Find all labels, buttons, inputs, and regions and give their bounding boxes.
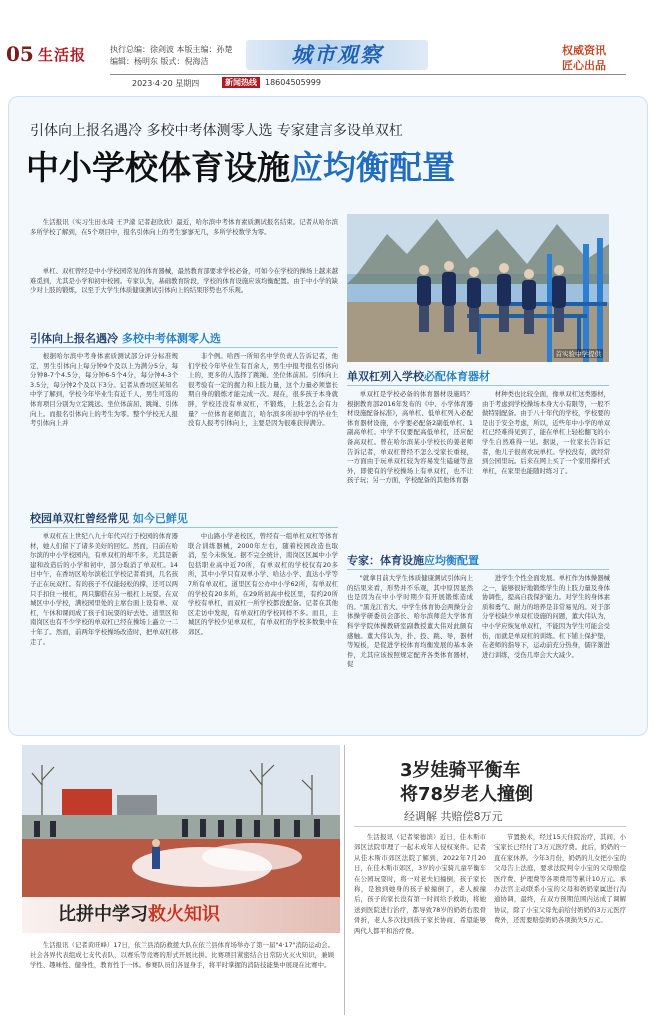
photo-illustration [347,214,609,362]
section1-rule [30,347,338,348]
section1-heading-part2: 多校中考体测零人选 [121,332,221,345]
scooter-col2-text: 节置换术，经过15天住院治疗，其间，小宝家长已经付了3万元医疗费。此后，奶奶的一直在家休养。今年3月份，奶奶的儿女把小宝的父母告上法庭，要求法院判令小宝的父母赔偿医疗费、护理费等各项费用等累计10万元。承办法官主动联系小宝的父母和奶奶家属进行沟通协调，最终，在双方预期范围内达成了调解协议，除了小宝父母先前给付奶奶的3万元医疗费外，还需要赔偿奶奶各项损失5万元。 [494,833,626,925]
photo-students-parallel-bars [347,214,609,362]
scooter-rule [354,826,626,827]
scooter-col1 [354,832,486,1016]
section3-col2 [188,532,338,726]
section4-col2 [482,574,610,726]
slogan-line-1: 权威资讯 [562,44,606,57]
photo-credit: 首实验中学提供 [555,350,601,358]
scooter-col2 [494,832,626,1016]
main-headline [26,146,455,190]
section4-heading-part2: 应均衡配置 [424,554,479,567]
section3-heading-part1: 校园单双杠曾经常见 [30,512,129,525]
lead-para-2 [30,267,338,315]
paper-name-logo: 生活报 [38,46,87,64]
section3-col1 [30,532,178,726]
issue-date: 2023·4·20 星期四 [132,79,200,88]
headline-part-1: 中小学校体育设施 [26,148,290,187]
hotline-badge: 新闻热线 [222,77,260,88]
fire-drill-banner [22,897,340,933]
fire-drill-caption-text: 生活报讯（记者黄旺峰）17日，依兰县消防救援大队在依兰县体育场举办了第一届"4·17"消防运动会。社会各界代表组成七支代表队，以赛乐等竞赛的形式开展比拼。比赛项目紧密结合日常防火灭火知识，兼顾学性、趣味性、健身性，教育性于一体。参赛队员们各显身手，将平时掌握的消防技能集中展现在比赛中。 [30,941,334,969]
section1-col2 [188,352,338,500]
bottom-divider [344,745,345,1015]
scooter-subheadline: 经调解 共赔偿8万元 [404,810,503,823]
section3-rule [30,527,338,528]
section2-col1 [347,390,473,542]
section4-rule [347,569,609,570]
section2-col2 [482,390,610,542]
banner-part-2: 救火知识 [148,904,220,925]
section1-col1-text: 根据哈尔滨中考身体素质测试部分评分标准规定，男生引体向上每分钟9个及以上为满分5分，每分钟8-7个4.5分，每分钟6-5个4分，每分钟4-3个3.5分，每分钟2个及以下3分。记者从香坊区某知名中学了解到，学校今年毕业生有近千人，男生可选的体育项目分别为立定跳远、坐位体前屈、跳绳、引体向上。而报名引体向上的考生为零。整个学校无人报考引体向上并 [30,352,178,428]
fire-drill-caption [30,940,334,1000]
staff-line-1: 执行总编：徐剑波 本版主编：孙楚 [110,45,233,54]
masthead [0,0,654,96]
scooter-headline-line2: 将78岁老人撞倒 [400,784,534,805]
section4-heading-part1: 专家：体育设施 [347,554,424,567]
section3-col2-text: 中山路小学老校区，曾经有一组单杠双杠等体育联合训练器械，2000年左右，随着校园改造也取消，至今未恢复。据不完全统计，南岗区区属中小学包括职业高中近70所，有单双杠的学校仅有20多所，其中小学只有双单小学、哈达小学、直达小学等7所有单双杠。道里区有公办中小学62所，有单双杠的学校有20多所，在29所初高中校区里，有约20所学校有单杠，而双杠一所学校都没配备。记者在其他区走访中发现，有单双杠的学校同样不多。而且，主城区的学校少见单双杠，有单双杠的学校多数集中在郊区。 [188,532,338,636]
section1-col2-text: 非个例。哈西一所知名中学负责人告诉记者，他们学校今年毕业生有百余人，男生中报考报名引体向上的，更多的人选择了跳绳、坐位体前屈。引体向上很考验有一定的握力和上肢力量，这个力量必须靠长期自身的锻炼才能完成一次。现在，很多孩子本身就胖，学校还没有单双杠，不锻炼，上肢怎么会有力量？一位体育老师直言，哈尔滨多所初中学的毕业生没有人报考引体向上，主要是因为很难获得满分。 [188,352,338,428]
lead-intro-text: 生活报讯（实习生田永琦 王尹濛 记者赵欣欣）最近，哈尔滨中考体育素质测试报名结束。记者从哈尔滨多所学校了解到，在5个项目中，报名引体向上的考生寥寥无几，多所学校数学为零。 [30,218,338,236]
masthead-rule [110,74,626,75]
section1-col1 [30,352,178,500]
section3-heading [30,510,188,526]
scooter-headline-line1: 3岁娃骑平衡车 [400,760,521,781]
section2-heading-part1: 单双杠列入学校 [347,370,424,383]
staff-line-2: 编辑：杨明东 版式：倪海洁 [110,57,209,66]
page-number: 05 [6,42,34,66]
headline-part-2: 应均衡配置 [290,148,455,187]
section-title-banner [246,40,428,70]
section2-heading [347,368,490,384]
section2-heading-part2: 必配体育器材 [424,370,490,383]
section4-col1-text: "就拿目前大学生体质健康测试引体向上的结果来看，形势并不乐观，其中原因显然也是因为在中小学时期少有开展锻炼造成的。"黑龙江省大、中学生体育协会两操分会体操学研委员会部长、哈尔滨师范大学体育科学学院体操教研室副教授董大伟对此颇有感触。董大伟认为，扑、投、跳、导，器材等短板，是促进学校体育均衡发展的基本条件，尤其应该按照规定配齐各类体育器材，促 [347,574,473,669]
slogan-line-2: 匠心出品 [562,59,606,72]
section4-col1 [347,574,473,726]
section2-col1-text: 单双杠是学校必备的体育器材设施吗？根据教育部2016年发布的《中、小学体育器材设施配备标准》，高单杠、低单杠列入必配体育器材设施，小学要必配备2副低单杠、1副高单杠。中学不仅要配高低单杠，还应配备高双杠。曾在哈尔滨某小学校长的姜老师告诉记者，单双杠曾经不怎么受家长重视，一方面由于玩单双杠较为容易发生磕碰等意外，即使有的学校操场上有单双杠，也不让孩子玩；另一方面，学校配备的其他体育器 [347,390,473,485]
section4-heading [347,552,479,568]
headline-kicker: 引体向上报名遇冷 多校中考体测零人选 专家建言多设单双杠 [30,123,403,139]
banner-part-1: 比拼中学习 [58,904,148,925]
section1-heading [30,330,221,346]
section1-heading-part1: 引体向上报名遇冷 [30,332,118,345]
photo-fire-drill [22,745,340,933]
fire-drill-banner-text [22,897,340,933]
section-title: 城市观察 [291,43,383,67]
hotline-number: 18604505999 [265,78,321,87]
section2-col2-text: 材种类也比较全面，像单双杠这类器材，由于考虑到学校操场本身大小有限等，一般不做特别配备。由于八十年代的学校，学校要的是出于安全考虑，所以，近些年中小学的单双杠已经难得见到了，能在单杠上轻松翻飞的小学生自然难得一见。据说，一位家长告诉记者，他儿子很喜欢玩单杠。学校没有，就经常到公园里玩。后来在网上买了一个家用撑杆式单杠，在家里也能随时练习了。 [482,390,610,475]
section3-heading-part2: 如今已鲜见 [132,512,188,525]
section2-rule [347,385,609,386]
section3-col1-text: 单双杠在上世纪八九十年代兴行于校园的体育器材，她人们留下了诸多美好的回忆。然而，目前在哈尔滨的中小学校园内，有单双杠的却不多，尤其是新建和改造后的小学和初中，部分取消了单双杠。14日中午，在香坊区哈尔滨松江学校记者看到，几名孩子正在玩双杠。有的孩子不仅能轻松的撑，还可以两只手扣住一根杠，两只脚搭在另一根杠上玩耍。在双城区中小学校，满校园里处的主席台面上设有单、双杠，午休和课间成了孩子们玩耍的好去处。道里区和南岗区也有不少学校的单双杠已经在操场上矗立一二十年了。然而，前两年学校操场改造时，把单双杠移走了。 [30,532,178,646]
section4-col2-text: 进学生个性全面发展。单杠作为体操器械之一，能够很好地锻炼学生的上肢力量及身体协调性，提高自我保护能力。对学生的身体素质和勇气、耐力的培养是非常易见的。对于部分学校缺少单双杠设施的问题，董大伟认为，中小学应恢复单双杠，不能因为学生可能会受伤，而就是单双杠的训练。杠下铺上保护垫，在老师的指导下，运动前充分热身，儒序渐进进行训练，受伤几率会大大减少。 [482,574,610,659]
scooter-col1-text: 生活报讯（记者梁德滨）近日，佳木斯市郊区法院审理了一起未成年人侵权案件。记者从佳木斯市郊区法院了解到，2022年7月20日，在佳木斯市郊区，3岁的小宝骑儿童平衡车在公园玩耍时，将一对老夫妇撞倒，孩子家长称，是独到她身的孩子被撞倒了，老人被撞后，孩子的家长没有第一时间给予救助，将她送到医院进行治疗，都导致78岁的奶奶右股骨骨折，老人多次找到孩子家长协商，希望能够两代人都平和治疗费。 [354,833,486,935]
lead-para-2-text: 单杠、双杠曾经是中小学校园常见的体育器械，最然教育部要求学校必备，可如今在学校的操场上越来越难觅到，尤其是小学和初中校园。专家认为，基础教育阶段，学校的体育设施应该均衡配置。由于中小学的缺少对上肢的锻炼，以至于大学生体质健康测试引体向上的结果形势也不乐观。 [30,267,338,295]
